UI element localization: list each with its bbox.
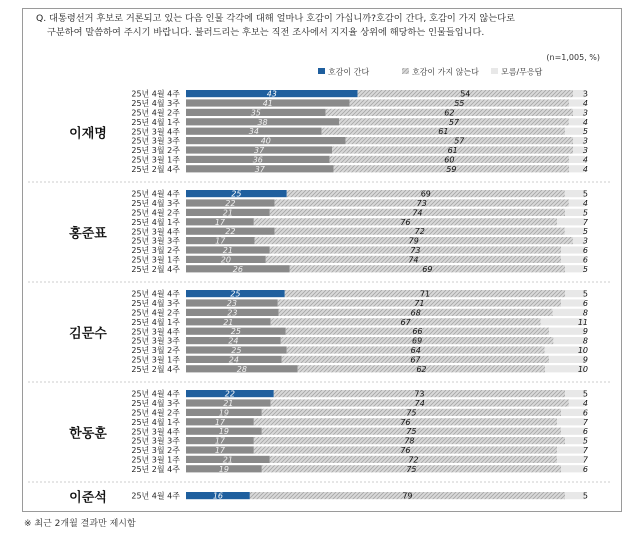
value-favorable: 36 — [252, 155, 263, 165]
value-favorable: 24 — [228, 355, 239, 365]
value-no-opinion: 8 — [582, 308, 588, 318]
period-label: 25년 2월 4주 — [131, 364, 180, 374]
value-unfavorable: 75 — [406, 464, 417, 474]
candidate-name: 이재명 — [69, 126, 107, 142]
value-unfavorable: 67 — [400, 317, 411, 327]
period-label: 25년 3월 4주 — [131, 127, 180, 137]
value-unfavorable: 76 — [400, 417, 411, 427]
value-unfavorable: 73 — [416, 199, 427, 208]
value-unfavorable: 61 — [438, 127, 449, 137]
legend-label-no_opinion: 모름/무응답 — [501, 67, 543, 77]
value-unfavorable: 61 — [447, 146, 458, 155]
value-favorable: 28 — [236, 364, 247, 374]
value-unfavorable: 62 — [416, 364, 427, 374]
footnote: ※ 최근 2개월 결과만 제시함 — [24, 519, 136, 529]
candidate-name: 홍준표 — [69, 226, 107, 242]
value-favorable: 16 — [212, 491, 224, 501]
value-favorable: 21 — [222, 208, 233, 218]
value-favorable: 19 — [218, 408, 229, 418]
value-no-opinion: 5 — [582, 264, 588, 274]
period-label: 25년 2월 4주 — [131, 264, 180, 274]
legend-swatch-no_opinion — [491, 68, 498, 74]
period-label: 25년 4월 1주 — [131, 217, 180, 227]
candidate-name: 한동훈 — [69, 426, 107, 442]
value-no-opinion: 4 — [582, 117, 588, 127]
value-favorable: 17 — [214, 217, 226, 227]
value-favorable: 35 — [250, 108, 261, 118]
period-label: 25년 4월 2주 — [131, 408, 180, 418]
value-unfavorable: 72 — [408, 455, 419, 465]
value-unfavorable: 69 — [422, 264, 433, 274]
period-label: 25년 4월 2주 — [131, 208, 180, 218]
bar-no-opinion — [561, 246, 585, 253]
question-line-2: 구분하여 말씀하여 주시기 바랍니다. 불러드리는 후보는 직전 조사에서 지지율 상위에 해당하는 인물들입니다. — [47, 27, 485, 38]
value-unfavorable: 79 — [408, 236, 419, 246]
value-favorable: 19 — [218, 464, 229, 474]
value-unfavorable: 73 — [410, 246, 421, 255]
value-favorable: 40 — [260, 136, 271, 146]
value-unfavorable: 78 — [404, 436, 415, 446]
value-no-opinion: 10 — [577, 364, 588, 374]
value-no-opinion: 5 — [582, 189, 588, 199]
value-unfavorable: 76 — [400, 217, 411, 227]
value-no-opinion: 9 — [582, 327, 588, 337]
value-no-opinion: 8 — [582, 336, 588, 346]
value-unfavorable: 72 — [414, 227, 425, 237]
value-no-opinion: 7 — [582, 417, 588, 427]
value-unfavorable: 64 — [410, 346, 421, 355]
bar-no-opinion — [553, 309, 585, 316]
value-no-opinion: 4 — [582, 199, 588, 208]
value-favorable: 22 — [224, 389, 235, 399]
bar-no-opinion — [549, 328, 585, 335]
value-unfavorable: 74 — [408, 255, 419, 265]
bar-no-opinion — [557, 456, 585, 463]
value-favorable: 17 — [214, 436, 226, 446]
value-no-opinion: 3 — [582, 136, 588, 146]
period-label: 25년 3월 1주 — [131, 355, 180, 365]
value-no-opinion: 3 — [582, 108, 588, 118]
question-line-1: Q. 대통령선거 후보로 거론되고 있는 다음 인물 각각에 대해 얼마나 호감이 가십니까?호감이 간다, 호감이 가지 않는다로 — [36, 13, 515, 24]
legend-label-favorable: 호감이 간다 — [328, 67, 370, 77]
value-favorable: 25 — [231, 189, 242, 199]
value-favorable: 19 — [218, 427, 229, 437]
period-label: 25년 4월 3주 — [131, 199, 180, 209]
period-label: 25년 3월 3주 — [131, 336, 180, 346]
value-unfavorable: 71 — [419, 289, 431, 299]
value-unfavorable: 62 — [444, 108, 455, 118]
value-no-opinion: 10 — [577, 346, 588, 355]
period-label: 25년 2월 4주 — [131, 164, 180, 174]
legend-swatch-unfavorable — [402, 68, 409, 74]
value-unfavorable: 69 — [412, 336, 423, 346]
period-label: 25년 4월 3주 — [131, 99, 180, 109]
bar-no-opinion — [553, 337, 585, 344]
bar-no-opinion — [561, 299, 585, 306]
legend-swatch-favorable — [318, 68, 325, 74]
period-label: 25년 4월 4주 — [131, 89, 180, 99]
period-label: 25년 3월 3주 — [131, 236, 180, 246]
value-no-opinion: 6 — [582, 246, 588, 255]
value-unfavorable: 74 — [412, 208, 423, 218]
value-favorable: 25 — [230, 327, 241, 337]
value-unfavorable: 57 — [448, 117, 460, 127]
value-no-opinion: 5 — [582, 127, 588, 137]
value-unfavorable: 73 — [414, 389, 425, 399]
period-label: 25년 3월 4주 — [131, 427, 180, 437]
value-favorable: 38 — [257, 117, 268, 127]
candidate-name: 김문수 — [69, 326, 107, 342]
value-no-opinion: 5 — [582, 436, 588, 446]
value-favorable: 26 — [232, 264, 243, 274]
bar-no-opinion — [557, 218, 585, 225]
value-no-opinion: 3 — [582, 146, 588, 155]
value-no-opinion: 6 — [582, 299, 588, 308]
value-favorable: 34 — [248, 127, 259, 137]
period-label: 25년 3월 1주 — [131, 455, 180, 465]
value-unfavorable: 60 — [444, 155, 455, 165]
period-label: 25년 4월 2주 — [131, 308, 180, 318]
value-unfavorable: 68 — [410, 308, 421, 318]
value-no-opinion: 4 — [582, 399, 588, 408]
period-label: 25년 3월 4주 — [131, 327, 180, 337]
period-label: 25년 4월 4주 — [131, 289, 180, 299]
period-label: 25년 4월 2주 — [131, 108, 180, 118]
value-no-opinion: 6 — [582, 464, 588, 474]
value-no-opinion: 4 — [582, 164, 588, 174]
period-label: 25년 3월 2주 — [131, 346, 180, 356]
value-no-opinion: 5 — [582, 227, 588, 237]
period-label: 25년 2월 4주 — [131, 464, 180, 474]
value-favorable: 41 — [262, 99, 273, 108]
value-no-opinion: 3 — [582, 236, 588, 246]
legend-label-unfavorable: 호감이 가지 않는다 — [412, 67, 479, 77]
value-favorable: 21 — [222, 246, 233, 255]
period-label: 25년 4월 4주 — [131, 491, 180, 501]
period-label: 25년 4월 1주 — [131, 317, 180, 327]
value-unfavorable: 69 — [420, 189, 431, 199]
period-label: 25년 3월 1주 — [131, 155, 180, 165]
value-favorable: 25 — [231, 346, 242, 355]
value-favorable: 17 — [214, 446, 226, 455]
value-no-opinion: 4 — [582, 99, 588, 108]
value-no-opinion: 3 — [582, 89, 588, 99]
value-no-opinion: 6 — [582, 255, 588, 265]
period-label: 25년 3월 3주 — [131, 436, 180, 446]
period-label: 25년 4월 1주 — [131, 117, 180, 127]
value-unfavorable: 55 — [454, 99, 465, 108]
value-unfavorable: 54 — [460, 89, 471, 99]
value-favorable: 21 — [223, 399, 234, 408]
period-label: 25년 3월 2주 — [131, 246, 180, 256]
value-unfavorable: 76 — [400, 446, 411, 455]
value-no-opinion: 7 — [582, 217, 588, 227]
value-favorable: 43 — [266, 89, 277, 99]
value-favorable: 20 — [220, 255, 231, 265]
bar-no-opinion — [561, 256, 585, 263]
period-label: 25년 4월 1주 — [131, 417, 180, 427]
period-label: 25년 4월 4주 — [131, 389, 180, 399]
bar-no-opinion — [549, 356, 585, 363]
value-no-opinion: 11 — [577, 317, 588, 327]
value-unfavorable: 75 — [406, 427, 417, 437]
value-favorable: 17 — [214, 417, 226, 427]
value-unfavorable: 57 — [454, 136, 465, 146]
value-no-opinion: 5 — [582, 389, 588, 399]
period-label: 25년 3월 2주 — [131, 146, 180, 156]
value-unfavorable: 59 — [446, 164, 457, 174]
value-favorable: 37 — [254, 164, 265, 174]
value-no-opinion: 5 — [582, 491, 588, 501]
period-label: 25년 4월 4주 — [131, 189, 180, 199]
period-label: 25년 3월 2주 — [131, 446, 180, 456]
value-no-opinion: 6 — [582, 427, 588, 437]
value-favorable: 17 — [215, 236, 226, 246]
value-favorable: 25 — [230, 289, 241, 299]
period-label: 25년 3월 1주 — [131, 255, 180, 265]
value-no-opinion: 9 — [582, 355, 588, 365]
value-no-opinion: 7 — [582, 446, 588, 455]
value-favorable: 21 — [222, 455, 233, 465]
value-favorable: 24 — [228, 336, 239, 346]
value-favorable: 23 — [226, 299, 237, 308]
value-unfavorable: 71 — [414, 299, 425, 308]
value-unfavorable: 74 — [414, 399, 425, 408]
bar-no-opinion — [557, 418, 585, 425]
value-favorable: 22 — [225, 227, 236, 237]
value-no-opinion: 5 — [582, 289, 588, 299]
value-favorable: 21 — [223, 317, 234, 327]
value-unfavorable: 66 — [412, 327, 423, 337]
bar-no-opinion — [557, 446, 585, 453]
value-no-opinion: 4 — [582, 155, 588, 165]
value-no-opinion: 5 — [582, 208, 588, 218]
value-unfavorable: 75 — [406, 408, 417, 418]
period-label: 25년 4월 3주 — [131, 399, 180, 409]
value-unfavorable: 79 — [402, 491, 413, 501]
value-no-opinion: 6 — [582, 408, 588, 418]
value-favorable: 22 — [225, 199, 236, 208]
value-favorable: 23 — [227, 308, 238, 318]
period-label: 25년 4월 3주 — [131, 299, 180, 309]
base-label: (n=1,005, %) — [546, 53, 600, 62]
period-label: 25년 3월 3주 — [131, 136, 180, 146]
value-no-opinion: 7 — [582, 455, 588, 465]
bar-no-opinion — [561, 428, 585, 435]
value-unfavorable: 67 — [410, 355, 421, 365]
bar-no-opinion — [561, 409, 585, 416]
bar-no-opinion — [561, 465, 585, 472]
value-favorable: 37 — [253, 146, 265, 155]
period-label: 25년 3월 4주 — [131, 227, 180, 237]
candidate-name: 이준석 — [69, 490, 107, 506]
